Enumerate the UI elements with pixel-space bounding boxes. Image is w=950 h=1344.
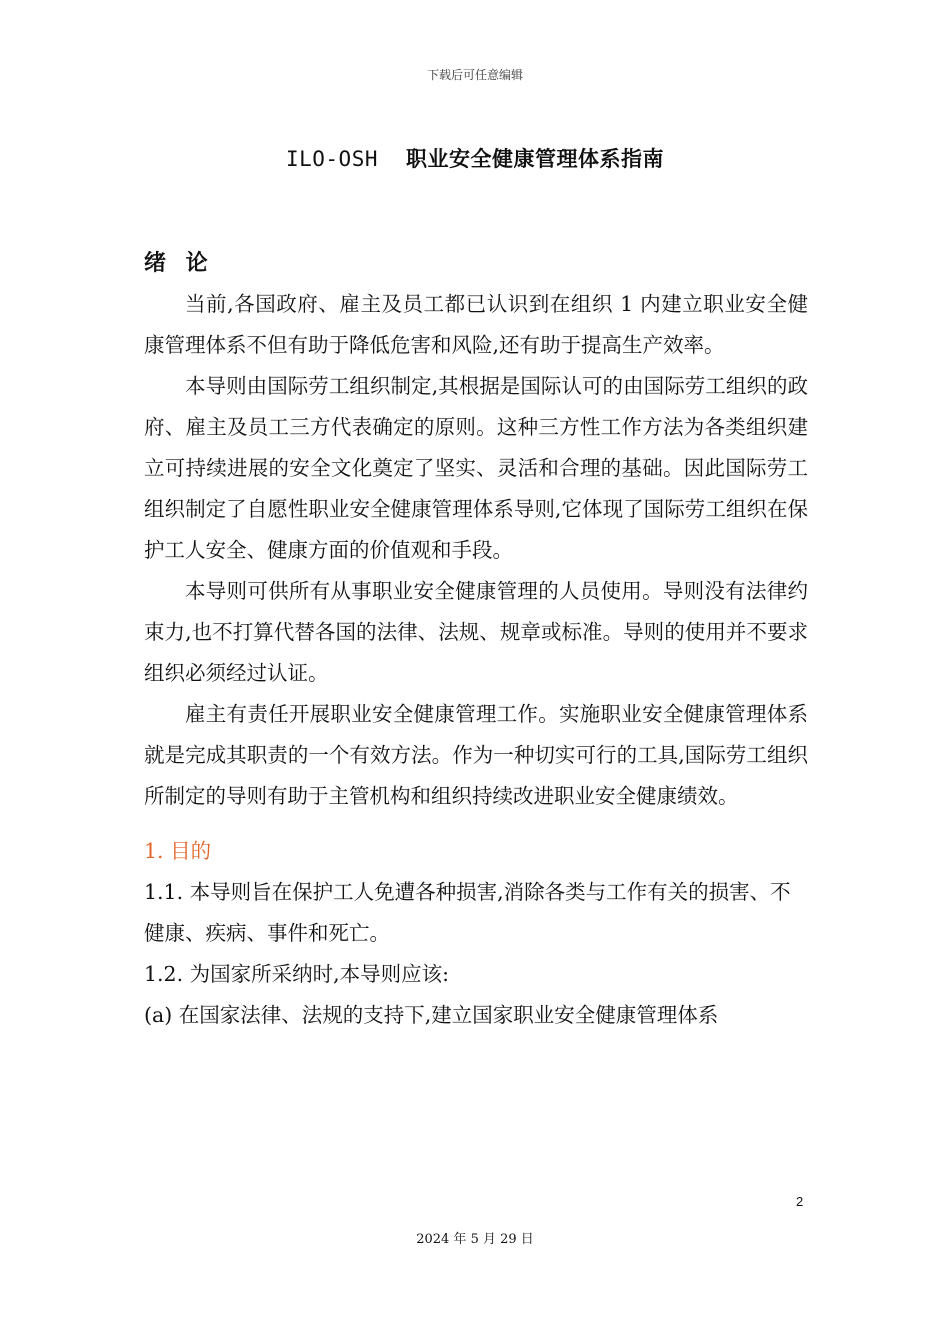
item-1-2: 1.2. 为国家所采纳时,本导则应该: <box>144 962 450 986</box>
item-1-1: 1.1. 本导则旨在保护工人免遭各种损害,消除各类与工作有关的损害、不健康、疾病、事件和死亡。 <box>144 880 791 945</box>
item-a: (a) 在国家法律、法规的支持下,建立国家职业安全健康管理体系 <box>144 1003 719 1027</box>
document-body <box>144 243 808 1036</box>
intro-heading: 绪 论 <box>144 250 214 276</box>
paragraph-4: 雇主有责任开展职业安全健康管理工作。实施职业安全健康管理体系就是完成其职责的一个有效方法。作为一种切实可行的工具,国际劳工组织所制定的导则有助于主管机构和组织持续改进职业安全健康绩效。 <box>144 702 808 808</box>
title-code: ILO-OSH <box>285 147 378 171</box>
paragraph-2: 本导则由国际劳工组织制定,其根据是国际认可的由国际劳工组织的政府、雇主及员工三方代表确定的原则。这种三方性工作方法为各类组织建立可持续进展的安全文化奠定了坚实、灵活和合理的基础。因此国际劳工组织制定了自愿性职业安全健康管理体系导则,它体现了国际劳工组织在保护工人安全、健康方面的价值观和手段。 <box>144 374 808 562</box>
page-number: 2 <box>796 1194 804 1209</box>
footer-date: 2024 年 5 月 29 日 <box>416 1232 534 1247</box>
document-title <box>0 143 950 173</box>
paragraph-1: 当前,各国政府、雇主及员工都已认识到在组织 1 内建立职业安全健康管理体系不但有助于降低危害和风险,还有助于提高生产效率。 <box>144 292 808 357</box>
title-text: 职业安全健康管理体系指南 <box>406 146 664 171</box>
section-heading: 1. 目的 <box>144 839 212 863</box>
paragraph-3: 本导则可供所有从事职业安全健康管理的人员使用。导则没有法律约束力,也不打算代替各国的法律、法规、规章或标准。导则的使用并不要求组织必须经过认证。 <box>144 579 808 685</box>
header-note: 下载后可任意编辑 <box>426 68 523 82</box>
